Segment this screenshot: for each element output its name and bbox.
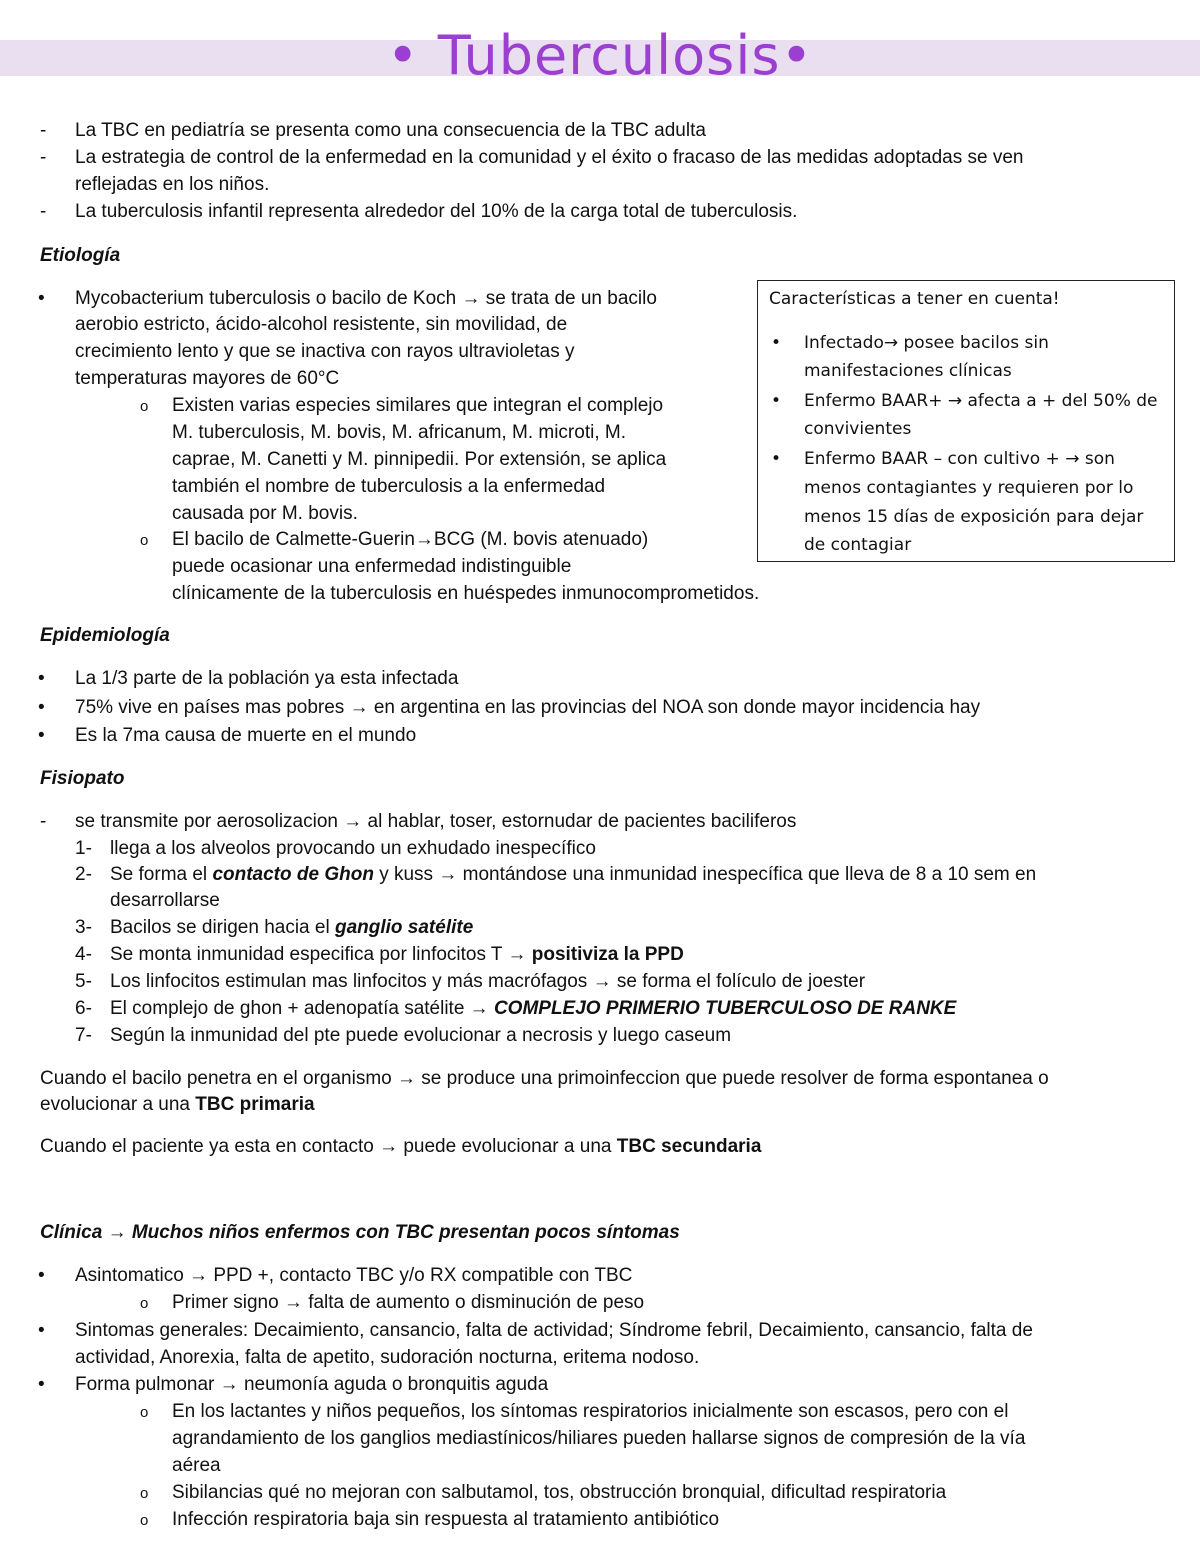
section-heading-epidemiologia: Epidemiología: [40, 625, 170, 646]
etiologia-line: crecimiento lento y que se inactiva con rayos ultravioletas y: [75, 341, 575, 362]
section-heading-etiologia: Etiología: [40, 245, 121, 266]
intro-line: La tuberculosis infantil representa alrededor del 10% de la carga total de tuberculosis.: [75, 201, 798, 222]
info-box-line: manifestaciones clínicas: [804, 361, 1012, 381]
etiologia-line: clínicamente de la tuberculosis en huéspedes inmunocomprometidos.: [172, 583, 760, 604]
step-emphasis: ganglio satélite: [334, 917, 474, 938]
dash-marker: -: [40, 201, 47, 222]
dash-marker: -: [40, 147, 47, 168]
bullet-marker: [38, 1263, 45, 1289]
fisiopato-step: [110, 996, 956, 1022]
paragraph-line: [40, 1134, 761, 1160]
paragraph-line: Cuando el bacilo penetra en el organismo → se produce una primoinfeccion que puede resolver de forma espontanea o: [40, 1068, 1049, 1089]
etiologia-line: Existen varias especies similares que integran el complejo: [172, 395, 664, 416]
paragraph-text: evolucionar a una: [40, 1094, 196, 1115]
clinica-line: Asintomatico → PPD +, contacto TBC y/o RX compatible con TBC: [75, 1265, 633, 1286]
info-box-line: menos contagiantes y requieren por lo: [804, 478, 1134, 498]
info-box-line: de contagiar: [804, 535, 912, 555]
clinica-line: En los lactantes y niños pequeños, los síntomas respiratorios inicialmente son escasos, pero con el: [172, 1401, 1009, 1422]
circle-marker: o: [140, 532, 149, 549]
section-heading-clinica: Clínica → Muchos niños enfermos con TBC presentan pocos síntomas: [40, 1222, 680, 1243]
epidemiologia-item: Es la 7ma causa de muerte en el mundo: [75, 725, 417, 746]
step-emphasis: COMPLEJO PRIMERIO TUBERCULOSO DE RANKE: [493, 998, 957, 1019]
step-number: 3-: [75, 917, 92, 938]
bullet-marker: [771, 390, 781, 412]
clinica-line: Primer signo → falta de aumento o disminución de peso: [172, 1292, 645, 1313]
bullet-marker: [38, 1372, 45, 1398]
bullet-marker: [38, 695, 45, 721]
fisiopato-step: [110, 942, 684, 968]
info-box-line: convivientes: [804, 419, 912, 439]
intro-line: reflejadas en los niños.: [75, 174, 270, 195]
clinica-line: Infección respiratoria baja sin respuesta al tratamiento antibiótico: [172, 1509, 720, 1530]
step-text: Bacilos se dirigen hacia el: [110, 917, 335, 938]
circle-marker: o: [140, 1404, 149, 1421]
etiologia-line: causada por M. bovis.: [172, 503, 358, 524]
epidemiologia-item: 75% vive en países mas pobres → en argentina en las provincias del NOA son donde mayor incidencia hay: [75, 697, 981, 718]
paragraph-line: [40, 1092, 315, 1118]
bullet-marker: [38, 666, 45, 692]
info-box-line: menos 15 días de exposición para dejar: [804, 507, 1144, 527]
paragraph-emphasis: TBC primaria: [195, 1094, 315, 1115]
dash-marker: -: [40, 811, 47, 832]
clinica-line: Sintomas generales: Decaimiento, cansancio, falta de actividad; Síndrome febril, Decaimiento, cansancio, falta de: [75, 1320, 1033, 1341]
bullet-marker: [38, 286, 45, 312]
step-number: 1-: [75, 838, 92, 859]
circle-marker: o: [140, 1512, 149, 1529]
etiologia-line: M. tuberculosis, M. bovis, M. africanum, M. microti, M.: [172, 422, 626, 443]
etiologia-line: caprae, M. Canetti y M. pinnipedii. Por extensión, se aplica: [172, 449, 667, 470]
bullet-marker: [771, 448, 781, 470]
etiologia-line: también el nombre de tuberculosis a la enfermedad: [172, 476, 606, 497]
step-number: 4-: [75, 944, 92, 965]
clinica-line: actividad, Anorexia, falta de apetito, sudoración nocturna, eritema nodoso.: [75, 1347, 700, 1368]
clinica-line: Forma pulmonar → neumonía aguda o bronquitis aguda: [75, 1374, 549, 1395]
etiologia-line: El bacilo de Calmette-Guerin→BCG (M. bovis atenuado): [172, 529, 649, 550]
info-box-line: Infectado→ posee bacilos sin: [804, 333, 1049, 353]
circle-marker: o: [140, 398, 149, 415]
etiologia-line: Mycobacterium tuberculosis o bacilo de Koch → se trata de un bacilo: [75, 288, 657, 309]
clinica-line: Sibilancias qué no mejoran con salbutamol, tos, obstrucción bronquial, dificultad respiratoria: [172, 1482, 947, 1503]
step-number: 5-: [75, 971, 92, 992]
info-box-title: Características a tener en cuenta!: [769, 289, 1060, 309]
step-text: Se forma el: [110, 864, 213, 885]
dash-marker: -: [40, 120, 47, 141]
step-number: 6-: [75, 998, 92, 1019]
etiologia-line: temperaturas mayores de 60°C: [75, 368, 340, 389]
etiologia-line: puede ocasionar una enfermedad indistinguible: [172, 556, 572, 577]
circle-marker: o: [140, 1485, 149, 1502]
section-heading-fisiopato: Fisiopato: [40, 768, 125, 789]
step-text: Se monta inmunidad especifica por linfocitos T →: [110, 944, 532, 965]
fisiopato-step: llega a los alveolos provocando un exhudado inespecífico: [110, 838, 596, 859]
step-text: El complejo de ghon + adenopatía satélite →: [110, 998, 494, 1019]
step-emphasis: contacto de Ghon: [212, 864, 374, 885]
step-text: y kuss → montándose una inmunidad inespecífica que lleva de 8 a 10 sem en: [373, 864, 1037, 885]
bullet-marker: [38, 1318, 45, 1344]
clinica-line: aérea: [172, 1455, 221, 1476]
info-box-line: Enfermo BAAR – con cultivo + → son: [804, 449, 1115, 469]
fisiopato-lead: se transmite por aerosolizacion → al hablar, toser, estornudar de pacientes baciliferos: [75, 811, 797, 832]
step-emphasis: positiviza la PPD: [531, 944, 684, 965]
bullet-marker: [771, 332, 781, 354]
info-box-line: Enfermo BAAR+ → afecta a + del 50% de: [804, 391, 1158, 411]
intro-line: La TBC en pediatría se presenta como una consecuencia de la TBC adulta: [75, 120, 706, 141]
paragraph-text: Cuando el paciente ya esta en contacto → puede evolucionar a una: [40, 1136, 617, 1157]
circle-marker: o: [140, 1295, 149, 1312]
bullet-marker: [38, 723, 45, 749]
fisiopato-step: desarrollarse: [110, 890, 220, 911]
step-number: 2-: [75, 864, 92, 885]
step-number: 7-: [75, 1025, 92, 1046]
fisiopato-step: [110, 862, 1036, 888]
fisiopato-step: Los linfocitos estimulan mas linfocitos y más macrófagos → se forma el folículo de joester: [110, 971, 866, 992]
clinica-line: agrandamiento de los ganglios mediastínicos/hiliares pueden hallarse signos de compresión de la vía: [172, 1428, 1026, 1449]
paragraph-emphasis: TBC secundaria: [616, 1136, 762, 1157]
fisiopato-step: Según la inmunidad del pte puede evolucionar a necrosis y luego caseum: [110, 1025, 732, 1046]
epidemiologia-item: La 1/3 parte de la población ya esta infectada: [75, 668, 459, 689]
intro-line: La estrategia de control de la enfermedad en la comunidad y el éxito o fracaso de las medidas adoptadas se ven: [75, 147, 1024, 168]
etiologia-line: aerobio estricto, ácido-alcohol resistente, sin movilidad, de: [75, 314, 568, 335]
info-box: [757, 280, 1175, 562]
fisiopato-step: [110, 915, 473, 941]
page-title: • Tuberculosis•: [386, 24, 814, 87]
